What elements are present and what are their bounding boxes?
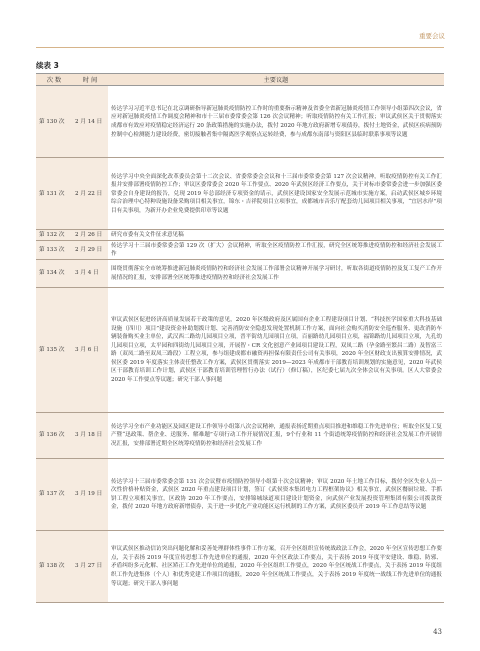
date-cell: 3 月 27 日: [72, 530, 108, 602]
session-cell: 第 138 次: [36, 530, 72, 602]
session-cell: 第 136 次: [36, 412, 72, 458]
date-cell: 2 月 14 日: [72, 86, 108, 158]
topic-cell: 围绕贯彻落实全市统筹推进新冠肺炎疫情防控和经济社会发展工作部署会议精神开展学习研讨，听取各街道疫情防控及复工复产工作开展情况的汇报，安排部署全区统筹推进疫情防控和经济社会发展工作: [108, 259, 444, 287]
page-number: 43: [433, 628, 442, 636]
date-cell: 3 月 18 日: [72, 412, 108, 458]
table-row: [36, 287, 444, 412]
topic-cell: 传达学习十三届市委常委会第 131 次会议暨市疫情防控领导小组第十次会议精神；审议 2020 年土地工作目标，拨付全区失业人员一次性价格补贴资金，武侯区 2020 年重点建设项目计划，签订《武侯资本集团电力工程框架协议》相关事宜，武侯区餐厨垃圾、手抓饼工程立项相关事宜，区政协 2020 年工作要点，安排锦城绿道项目建设计划资金，向武侯产业发展投资管理集团有限公司拨款资金，拨付 2020 年地方政府新增债券，关于进一步优化产业功能区运行机制的工作方案，武侯区委员开 2019 年工作总结等议题: [108, 458, 444, 530]
session-cell: 第 137 次: [36, 458, 72, 530]
topic-cell: 传达学习习近平总书记在北京调研指导新冠肺炎疫情防控工作时的重要指示精神及省委全省新冠肺炎疫情工作领导小组第四次会议，省应对新冠肺炎疫情工作调度会精神和市十三届市委常委会第 126 次会议精神；听取疫情防控有关工作汇报；审议武侯区关于贯彻落实成都市有效应对疫情稳定经济运行 20 条政策措施的实施办法，拨付 2020 年地方政府新增专项债券，拨付土地资金，武侯区疾病预防控制中心检测能力建设经费，密切接触者集中隔离医学观察点运转经费，参与成都东南部与资阳区县临时联系事项等议题: [108, 86, 444, 158]
column-header-session: 次 数: [36, 74, 72, 86]
topic-cell: 传达学习中央全面深化改革委员会第十二次会议、省委常委会会议和十三届市委常委会第 127 次会议精神，听取疫情防控有关工作汇报并安排部署疫情防控工作；审议区委常委会 2020 年工作要点、2020 年武侯区经济工作要点，关于对标市委常委会进一步加强区委常委会自身建设的报告，兑现 2019 年总部经济专项资金的请示，武侯区建设国家安全发展示范城市实施方案，启动武侯区城乡环境综合治理中心特种设施设备采购项目相关事宜，锦东・吉祥院项目立项事宜，成都城市音乐厅配套幼儿园项目相关事项，“宜居水岸”项目有关事项，为新开办企业免费提供印章等议题: [108, 158, 444, 230]
session-cell: 第 132 次: [36, 230, 72, 241]
table-row: [36, 86, 444, 158]
table-row: [36, 240, 444, 259]
date-cell: 3 月 19 日: [72, 458, 108, 530]
session-cell: 第 133 次: [36, 240, 72, 259]
topic-cell: 研究市委有关文件征求意见稿: [108, 230, 444, 241]
topic-cell: 传达学习十三届市委常委会第 129 次（扩大）会议精神，听取全区疫情防控工作汇报，研究全区统筹推进疫情防控和经济社会发展工作: [108, 240, 444, 259]
table-row: [36, 412, 444, 458]
table-row: [36, 458, 444, 530]
table-row: [36, 158, 444, 230]
topic-cell: 审议武侯区促进经济高质量发展若干政策的意见，2020 年区级政府及区属国有企业工程建设项目计划、“科技医学国家重大科技基础设施（四川）项目”建设资金补助划拨计划、完善消防安全隐患发现处置机制工作方案，面向社会购买消防安全巡查服务、更改消防车辆装备购买业主单位，武汉西二路幼儿园项目立项，晋平街幼儿园项目立项，百丽路幼儿园项目立项，福锦路幼儿园项目立项，九孔幼儿园项目立项，太平园和四街幼儿园项目立项，开展智・CR 文化创意产业园项目建设工程，双凤二路（孕金路至繁昌二路）及智富三路（双凤二路至双凤三路段）工程立项，参与组建成都市融资再担保有限责任公司有关事项，2020 年全区财政支出预算安排情况，武侯区委 2019 年度落实主体责任整改工作方案，武侯区贯彻落实 2019—2023 年成都市干部教育培训规划的实施意见，2020 年武侯区干部教育培训工作计划，武侯区干部教育培训管理暂行办法（试行）（修订稿），区纪委七届九次全体会议有关事项。区人大常委会 2020 年工作要点等议题；研究干部人事问题: [108, 287, 444, 412]
table-row: [36, 530, 444, 602]
column-header-topic: 主要议题: [108, 74, 444, 86]
table-row: [36, 230, 444, 241]
column-header-date: 时 间: [72, 74, 108, 86]
date-cell: 2 月 29 日: [72, 240, 108, 259]
date-cell: 3 月 6 日: [72, 287, 108, 412]
meetings-table: [36, 73, 444, 603]
date-cell: 2 月 26 日: [72, 230, 108, 241]
date-cell: 2 月 22 日: [72, 158, 108, 230]
session-cell: 第 135 次: [36, 287, 72, 412]
table-caption: 续表 3: [36, 61, 59, 70]
session-cell: 第 130 次: [36, 86, 72, 158]
table-header-row: [36, 74, 444, 86]
topic-cell: 传达学习全市产业功能区及园区建设工作领导小组第八次会议精神，通报表扬近期重点项目推进和维稳工作先进单位；听取全区复工复产暨“迅政策、帮企业、送服务、解难题”专项行动工作开展情况汇报，9个行业和 11 个街道统筹疫情防控和经济社会发展工作开展情况汇报，安排部署近期全区统筹疫情防控和经济社会发展工作: [108, 412, 444, 458]
running-header: 重要会议: [419, 32, 445, 40]
session-cell: 第 131 次: [36, 158, 72, 230]
session-cell: 第 134 次: [36, 259, 72, 287]
table-row: [36, 259, 444, 287]
topic-cell: 审议武侯区推动信访突出问题化解和妥善处理群体性事件工作方案，召开全区组织宣传统战政法工作会，2020 年全区宣传思想工作要点，关于表扬 2019 年度宣传思想工作先进单位的通报，2020 年全区政法工作要点，关于表扬 2019 年度平安建设、维稳、防邪、矛盾纠纷多元化解、社区矫正工作先进单位的通报，2020 年全区组织工作要点，2020 年全区统战工作要点，关于表扬 2019 年度组织工作先进集体（个人）和优秀党建工作项目的通报，2020 年全区统战工作要点，关于表扬 2019 年度统一战线工作先进单位的通报等议题；研究干部人事问题: [108, 530, 444, 602]
header-divider: [36, 47, 444, 48]
date-cell: 3 月 4 日: [72, 259, 108, 287]
